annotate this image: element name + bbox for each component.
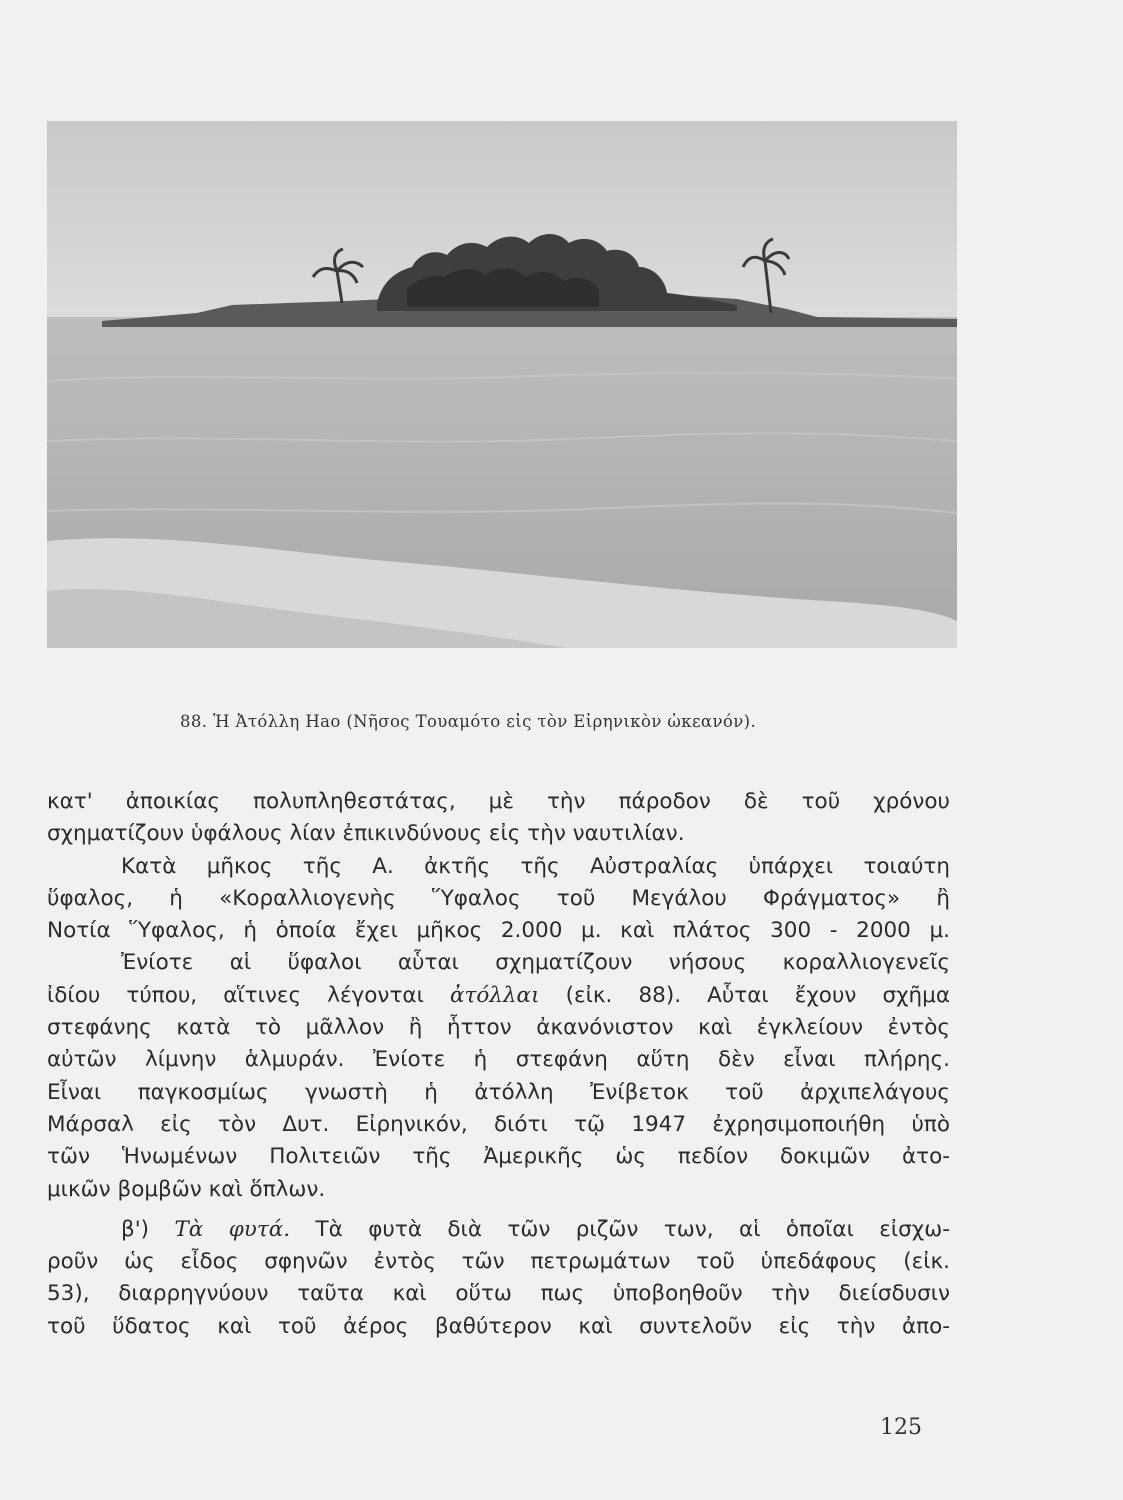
text-segment: (εἰκ. 88). Αὗται ἔχουν σχῆμα (565, 982, 950, 1008)
text-line: τῶν Ἡνωμένων Πολιτειῶν τῆς Ἀμερικῆς ὡς πεδίον δοκιμῶν ἀτο- (47, 1144, 950, 1170)
atoll-photo (47, 121, 957, 648)
text-line: Νοτία Ὕφαλος, ἡ ὁποία ἔχει μῆκος 2.000 μ. καὶ πλάτος 300 - 2000 μ. (47, 918, 950, 944)
section-title: Τὰ φυτά. (174, 1216, 291, 1242)
text-line: 53), διαρρηγνύουν ταῦτα καὶ οὕτω πως ὑποβοηθοῦν τὴν διείσδυσιν (47, 1281, 950, 1307)
text-segment: Τὰ φυτὰ διὰ τῶν ριζῶν των, αἱ ὁποῖαι εἰσχω- (315, 1216, 950, 1242)
text-line: Μάρσαλ εἰς τὸν Δυτ. Εἰρηνικόν, διότι τῷ 1947 ἐχρησιμοποιήθη ὑπὸ (47, 1111, 950, 1137)
text-line: Ἐνίοτε αἱ ὕφαλοι αὗται σχηματίζουν νήσους κοραλλιογενεῖς (121, 950, 950, 976)
body-text (47, 786, 950, 1343)
text-line: αὐτῶν λίμνην ἁλμυράν. Ἐνίοτε ἡ στεφάνη αὕτη δὲν εἶναι πλήρης. (47, 1047, 950, 1073)
text-line: Εἶναι παγκοσμίως γνωστὴ ἡ ἀτόλλη Ἐνίβετοκ τοῦ ἀρχιπελάγους (47, 1079, 950, 1105)
text-segment: ἰδίου τύπου, αἵτινες λέγονται (47, 982, 424, 1008)
text-line: σχηματίζουν ὑφάλους λίαν ἐπικινδύνους εἰς τὴν ναυτιλίαν. (47, 821, 685, 847)
text-line: στεφάνης κατὰ τὸ μᾶλλον ἢ ἧττον ἀκανόνιστον καὶ ἐγκλείουν ἐντὸς (47, 1015, 950, 1041)
term-atollai: ἀτόλλαι (449, 982, 540, 1008)
section-heading-line (47, 1214, 950, 1246)
text-line-with-term (47, 980, 950, 1012)
text-line: ροῦν ὡς εἶδος σφηνῶν ἐντὸς τῶν πετρωμάτων τοῦ ὑπεδάφους (εἰκ. (47, 1249, 950, 1275)
page-number: 125 (880, 1415, 922, 1440)
text-line: κατ' ἀποικίας πολυπληθεστάτας, μὲ τὴν πάροδον δὲ τοῦ χρόνου (47, 789, 950, 814)
text-line: τοῦ ὕδατος καὶ τοῦ ἀέρος βαθύτερον καὶ συντελοῦν εἰς τὴν ἀπο- (47, 1313, 950, 1339)
figure-caption: 88. Ἡ Ἀτόλλη Hao (Νῆσος Τουαμότο εἰς τὸν Εἰρηνικὸν ὠκεανόν). (180, 712, 757, 731)
atoll-photo-image (47, 121, 957, 648)
text-line: ὕφαλος, ἡ «Κοραλλιογενὴς Ὕφαλος τοῦ Μεγάλου Φράγματος» ἢ (47, 885, 950, 911)
section-marker: β') (121, 1216, 150, 1242)
text-line: Κατὰ μῆκος τῆς Α. ἀκτῆς τῆς Αὐστραλίας ὑπάρχει τοιαύτη (121, 853, 950, 879)
text-line: μικῶν βομβῶν καὶ ὅπλων. (47, 1176, 326, 1202)
